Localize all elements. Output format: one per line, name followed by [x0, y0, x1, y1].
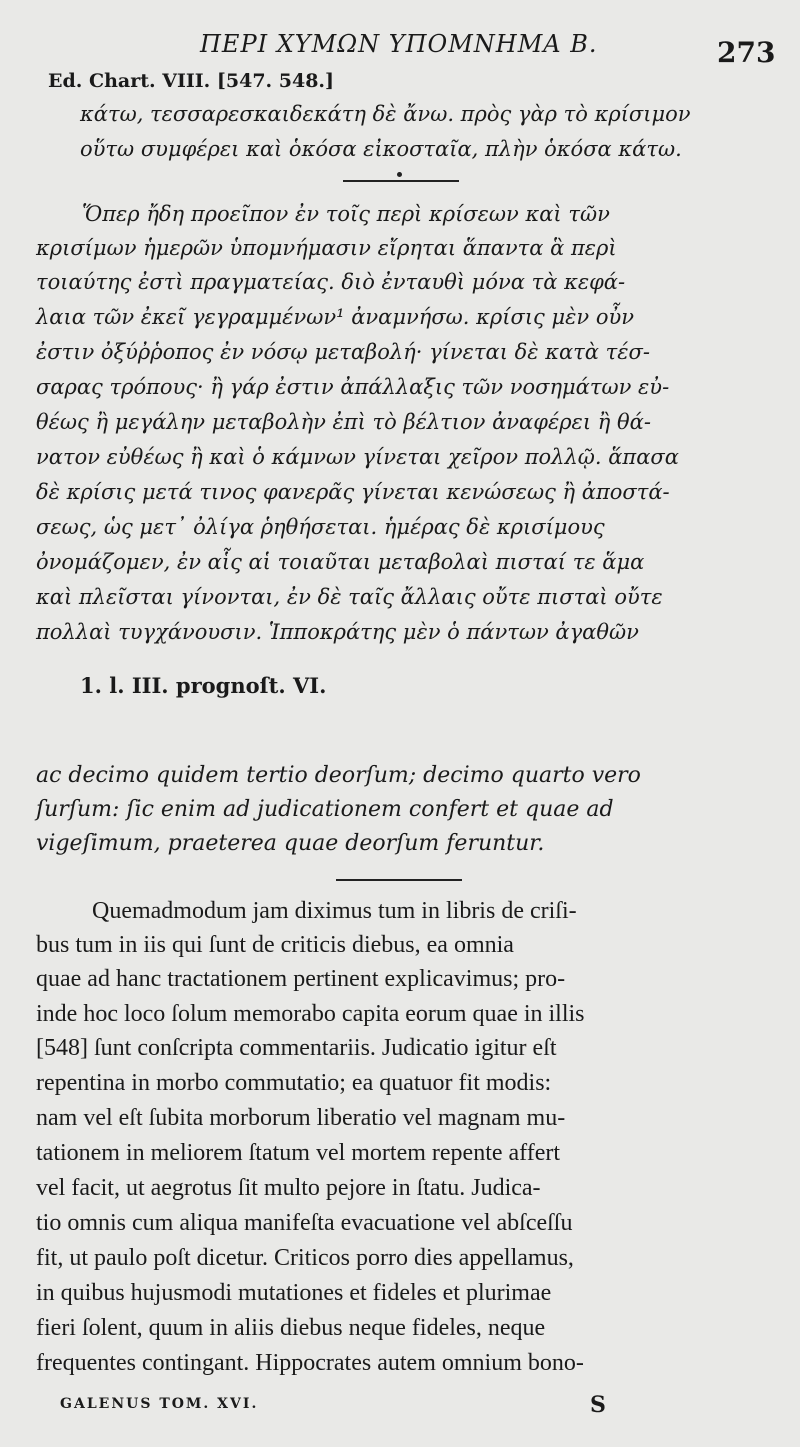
latin-intro-line: ac decimo quidem tertio deorſum; decimo quarto vero [36, 763, 641, 788]
latin-commentary-line: vel facit, ut aegrotus ſit multo pejore in ſtatu. Judica- [36, 1175, 541, 1201]
greek-commentary-line: λαια τῶν ἐκεῖ γεγραμμένων¹ ἀναμνήσω. κρίσις μὲν οὖν [36, 305, 635, 329]
latin-commentary-line: Quemadmodum jam diximus tum in libris de criſi- [92, 898, 577, 924]
latin-commentary-line: repentina in morbo commutatio; ea quatuor fit modis: [36, 1070, 552, 1096]
rule-dot [397, 172, 402, 177]
greek-commentary-line: ἐστιν ὀξύῤῥοπος ἐν νόσῳ μεταβολή· γίνεται δὲ κατὰ τέσ- [36, 340, 650, 364]
latin-commentary-line: frequentes contingant. Hippocrates autem omnium bono- [36, 1350, 584, 1376]
latin-commentary-line: in quibus hujusmodi mutationes et fideles et plurimae [36, 1280, 552, 1306]
latin-commentary-line: fit, ut paulo poſt dicetur. Criticos porro dies appellamus, [36, 1245, 574, 1271]
greek-intro-line: κάτω, τεσσαρεσκαιδεκάτη δὲ ἄνω. πρὸς γὰρ τὸ κρίσιμον [80, 102, 691, 126]
greek-commentary-line: σεως, ὡς μετ᾽ ὀλίγα ῥηθήσεται. ἡμέρας δὲ κρισίμους [36, 515, 605, 539]
running-title: ΠΕΡΙ ΧΥΜΩΝ ΥΠΟΜΝΗΜΑ Β. [200, 30, 598, 58]
latin-commentary-line: nam vel eſt ſubita morborum liberatio vel magnam mu- [36, 1105, 566, 1131]
greek-commentary-line: ὀνομάζομεν, ἐν αἷς αἱ τοιαῦται μεταβολαὶ πισταί τε ἅμα [36, 550, 645, 574]
footnote: 1. l. III. prognoſt. VI. [80, 673, 327, 698]
greek-commentary-line: πολλαὶ τυγχάνουσιν. Ἱπποκράτης μὲν ὁ πάντων ἀγαθῶν [36, 620, 639, 644]
greek-commentary-line: κρισίμων ἡμερῶν ὑπομνήμασιν εἴρηται ἅπαντα ἃ περὶ [36, 236, 617, 260]
latin-commentary-line: [548] ſunt conſcripta commentariis. Judicatio igitur eſt [36, 1035, 557, 1061]
latin-intro-line: vigeſimum, praeterea quae deorſum feruntur. [36, 831, 545, 856]
greek-commentary-line: θέως ἢ μεγάλην μεταβολὴν ἐπὶ τὸ βέλτιον ἀναφέρει ἢ θά- [36, 410, 651, 434]
gathering-mark: S [590, 1392, 606, 1418]
greek-commentary-line: Ὅπερ ἤδη προεῖπον ἐν τοῖς περὶ κρίσεων καὶ τῶν [82, 202, 610, 226]
latin-commentary-line: bus tum in iis qui ſunt de criticis diebus, ea omnia [36, 932, 514, 958]
greek-commentary-line: σαρας τρόπους· ἢ γάρ ἐστιν ἀπάλλαξις τῶν νοσημάτων εὐ- [36, 375, 670, 399]
latin-commentary-line: tationem in meliorem ſtatum vel mortem repente affert [36, 1140, 561, 1166]
greek-commentary-line: νατον εὐθέως ἢ καὶ ὁ κάμνων γίνεται χεῖρον πολλῷ. ἅπασα [36, 445, 679, 469]
edition-reference: Ed. Chart. VIII. [547. 548.] [48, 70, 335, 92]
greek-commentary-line: τοιαύτης ἐστὶ πραγματείας. διὸ ἐνταυθὶ μόνα τὰ κεφά- [36, 270, 626, 294]
greek-commentary-line: καὶ πλεῖσται γίνονται, ἐν δὲ ταῖς ἄλλαις οὔτε πισταὶ οὔτε [36, 585, 663, 609]
section-rule [336, 879, 462, 881]
latin-commentary-line: tio omnis cum aliqua manifeſta evacuatione vel abſceſſu [36, 1210, 573, 1236]
section-rule [343, 180, 459, 182]
page-number: 273 [717, 36, 776, 69]
latin-commentary-line: fieri ſolent, quum in aliis diebus neque fideles, neque [36, 1315, 546, 1341]
latin-intro-line: ſurſum: ſic enim ad judicationem confert et quae ad [36, 797, 614, 822]
greek-intro-line: οὕτω συμφέρει καὶ ὁκόσα εἰκοσταῖα, πλὴν ὁκόσα κάτω. [80, 137, 682, 161]
greek-commentary-line: δὲ κρίσις μετά τινος φανερᾶς γίνεται κενώσεως ἢ ἀποστά- [36, 480, 670, 504]
latin-commentary-line: quae ad hanc tractationem pertinent explicavimus; pro- [36, 966, 566, 992]
signature-line: GALENUS TOM. XVI. [60, 1396, 259, 1412]
latin-commentary-line: inde hoc loco ſolum memorabo capita eorum quae in illis [36, 1001, 585, 1027]
